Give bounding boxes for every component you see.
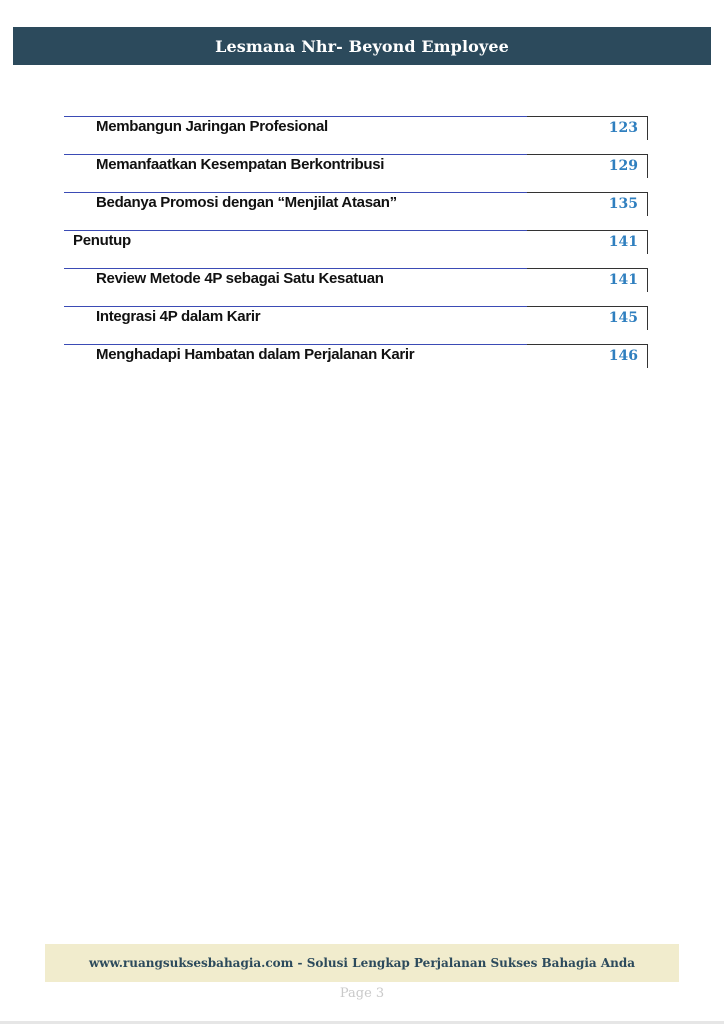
- toc-chapter-title: Penutup: [73, 232, 131, 249]
- divider: [647, 268, 648, 292]
- toc-entry-page: 129: [608, 158, 638, 174]
- footer-bar: [45, 944, 679, 982]
- toc-entry-title: Membangun Jaringan Profesional: [96, 118, 328, 135]
- toc-entry-page: 123: [608, 120, 638, 136]
- footer-text: www.ruangsuksesbahagia.com - Solusi Lengkap Perjalanan Sukses Bahagia Anda: [88, 956, 636, 970]
- toc-entry-title: Memanfaatkan Kesempatan Berkontribusi: [96, 156, 385, 173]
- table-of-contents: [0, 0, 724, 400]
- toc-entry-page: 141: [608, 272, 638, 288]
- divider: [647, 306, 648, 330]
- toc-entry[interactable]: [64, 192, 648, 216]
- divider: [647, 116, 648, 140]
- toc-entry-page: 145: [608, 310, 638, 326]
- toc-entry-page: 135: [608, 196, 638, 212]
- toc-entry[interactable]: [64, 154, 648, 178]
- toc-entry-title: Bedanya Promosi dengan “Menjilat Atasan”: [96, 194, 397, 211]
- toc-entry[interactable]: [64, 344, 648, 368]
- divider: [527, 344, 648, 345]
- toc-entry-page: 146: [608, 348, 638, 364]
- divider: [527, 154, 648, 155]
- toc-entry-title: Menghadapi Hambatan dalam Perjalanan Karir: [96, 346, 415, 363]
- divider: [527, 268, 648, 269]
- divider: [647, 344, 648, 368]
- toc-entry-title: Integrasi 4P dalam Karir: [96, 308, 261, 325]
- divider: [527, 306, 648, 307]
- divider: [527, 116, 648, 117]
- page-number: Page 3: [339, 986, 385, 1001]
- header-title: Lesmana Nhr- Beyond Employee: [215, 36, 509, 56]
- toc-entry-page: 141: [608, 234, 638, 250]
- divider: [647, 154, 648, 178]
- toc-entry[interactable]: [64, 306, 648, 330]
- toc-entry-title: Review Metode 4P sebagai Satu Kesatuan: [96, 270, 384, 287]
- divider: [647, 192, 648, 216]
- toc-chapter-entry[interactable]: [64, 230, 648, 254]
- toc-entry[interactable]: [64, 116, 648, 140]
- divider: [647, 230, 648, 254]
- divider: [527, 230, 648, 231]
- divider: [527, 192, 648, 193]
- toc-entry[interactable]: [64, 268, 648, 292]
